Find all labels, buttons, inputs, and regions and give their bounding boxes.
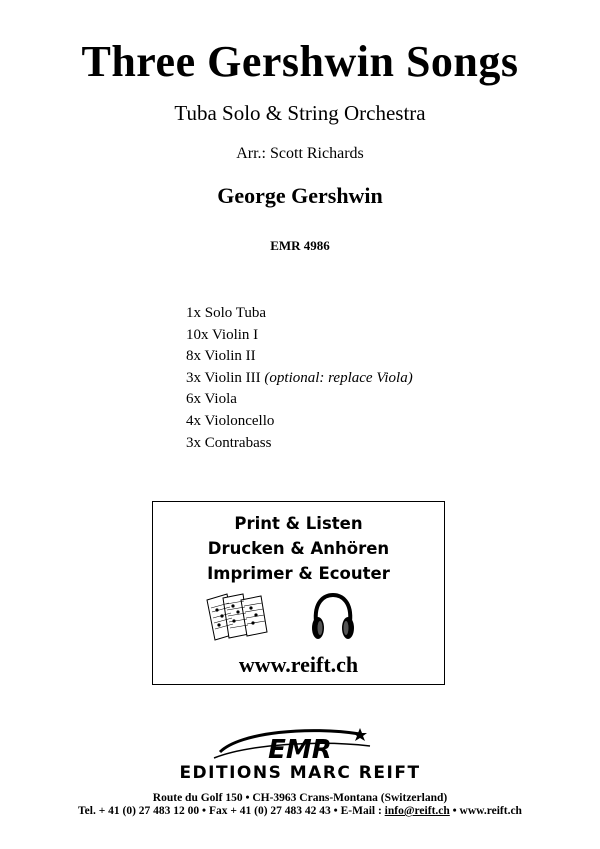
- arranger-credit: Arr.: Scott Richards: [236, 145, 364, 162]
- publisher-address: Route du Golf 150 • CH-3963 Crans-Montana (Switzerland): [152, 792, 448, 804]
- score-subtitle: Tuba Solo & String Orchestra: [174, 101, 426, 125]
- instrument-note: (optional: replace Viola): [264, 369, 413, 386]
- contact-phone-fax: Tel. + 41 (0) 27 483 12 00 • Fax + 41 (0) 27 483 42 43 • E-Mail :: [78, 805, 385, 817]
- composer-name: George Gershwin: [217, 183, 383, 208]
- email-link[interactable]: info@reift.ch: [384, 805, 450, 817]
- emr-logo-icon: [200, 724, 400, 764]
- list-item: [186, 325, 413, 347]
- instrument-label: 3x Contrabass: [186, 434, 272, 451]
- instrument-label: 4x Violoncello: [186, 412, 275, 429]
- instrumentation-list: [186, 303, 413, 454]
- catalog-code: EMR 4986: [270, 238, 330, 253]
- list-item: [186, 433, 413, 455]
- list-item: [186, 389, 413, 411]
- instrument-label: 8x Violin II: [186, 348, 256, 365]
- headphones-icon: [310, 592, 356, 642]
- promo-website-link[interactable]: www.reift.ch: [238, 652, 359, 677]
- publisher-brand: EDITIONS MARC REIFT: [179, 763, 421, 783]
- list-item: [186, 346, 413, 368]
- score-title: Three Gershwin Songs: [81, 37, 519, 86]
- instrument-label: 10x Violin I: [186, 326, 259, 343]
- logo-text: EMR: [268, 735, 332, 764]
- promo-line-german: Drucken & Anhören: [207, 539, 390, 558]
- contact-website[interactable]: • www.reift.ch: [449, 805, 522, 817]
- list-item: [186, 411, 413, 433]
- sheet-music-icon: [203, 590, 269, 642]
- instrument-label: 1x Solo Tuba: [186, 305, 267, 321]
- list-item: [186, 368, 413, 390]
- instrument-label: 6x Viola: [186, 391, 237, 408]
- list-item: [186, 303, 413, 325]
- publisher-contact: [0, 805, 600, 817]
- print-listen-box: [152, 501, 445, 685]
- promo-line-french: Imprimer & Ecouter: [207, 564, 390, 583]
- instrument-label: 3x Violin III: [186, 369, 261, 386]
- promo-line-english: Print & Listen: [234, 514, 363, 533]
